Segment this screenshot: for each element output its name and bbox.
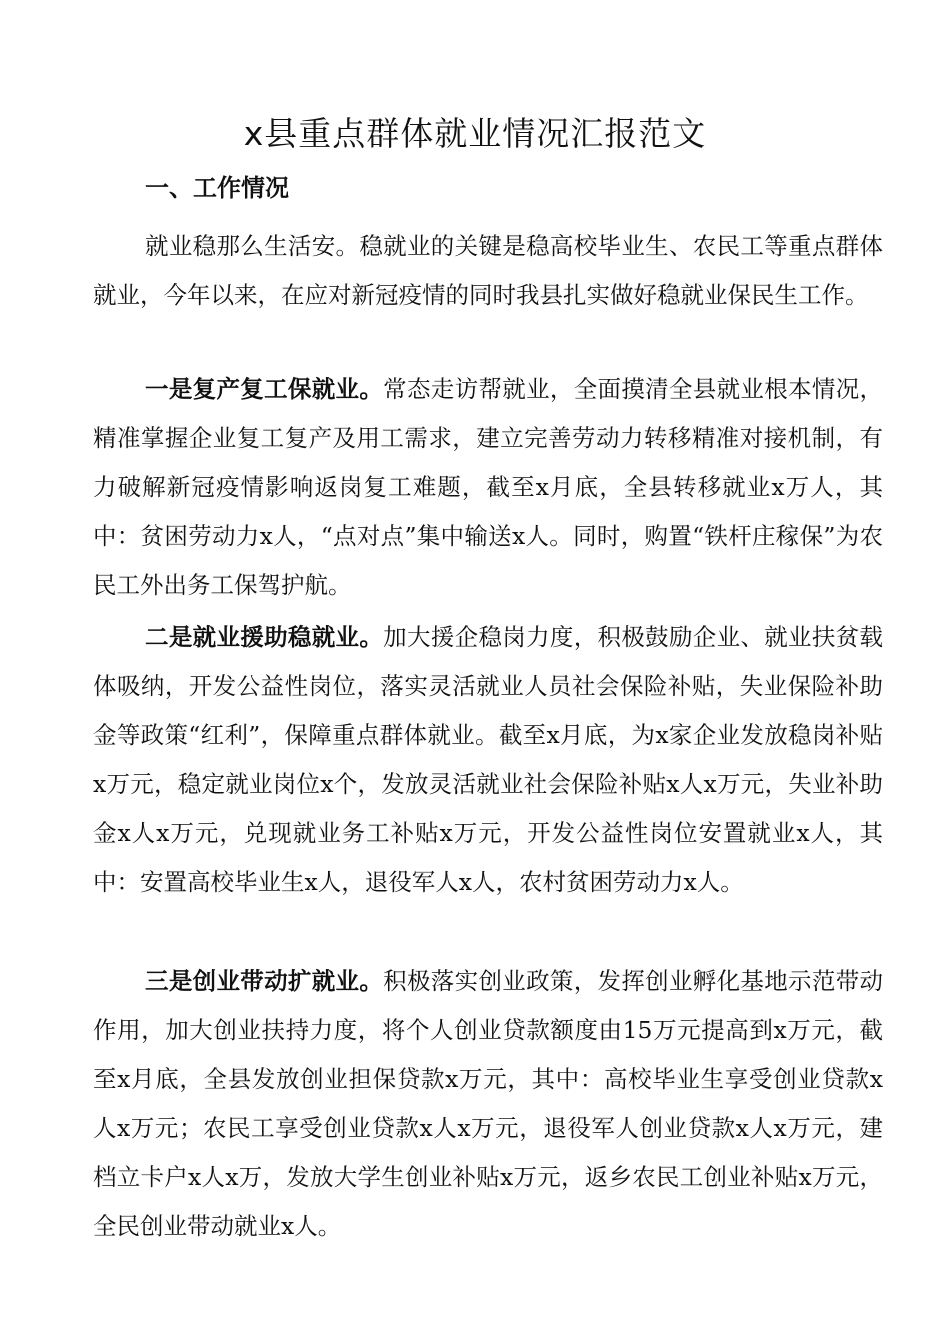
paragraph-lead: 二是就业援助稳就业。 — [145, 623, 384, 651]
section-heading: 一、工作情况 — [145, 174, 289, 202]
paragraph-text: 就业稳那么生活安。稳就业的关键是稳高校毕业生、农民工等重点群体就业，今年以来，在应对新冠疫情的同时我县扎实做好稳就业保民生工作。 — [93, 232, 883, 309]
paragraph-assistance — [93, 613, 883, 907]
paragraph-text: 常态走访帮就业，全面摸清全县就业根本情况，精准掌握企业复工复产及用工需求，建立完善劳动力转移精准对接机制，有力破解新冠疫情影响返岗复工难题，截至x月底，全县转移就业x万人，其中：贫困劳动力x人，“点对点”集中输送x人。同时，购置“铁杆庄稼保”为农民工外出务工保驾护航。 — [93, 375, 884, 599]
paragraph-text: 积极落实创业政策，发挥创业孵化基地示范带动作用，加大创业扶持力度，将个人创业贷款额度由15万元提高到x万元，截至x月底，全县发放创业担保贷款x万元，其中：高校毕业生享受创业贷款x人x万元；农民工享受创业贷款x人x万元，退役军人创业贷款x人x万元，建档立卡户x人x万，发放大学生创业补贴x万元，返乡农民工创业补贴x万元，全民创业带动就业x人。 — [93, 967, 884, 1240]
paragraph-lead: 三是创业带动扩就业。 — [145, 967, 384, 995]
paragraph-lead: 一是复产复工保就业。 — [145, 375, 384, 403]
paragraph-resumption — [93, 365, 883, 610]
paragraph-text: 加大援企稳岗力度，积极鼓励企业、就业扶贫载体吸纳，开发公益性岗位，落实灵活就业人员社会保险补贴，失业保险补助金等政策“红利”，保障重点群体就业。截至x月底，为x家企业发放稳岗补贴x万元，稳定就业岗位x个，发放灵活就业社会保险补贴x人x万元，失业补助金x人x万元，兑现就业务工补贴x万元，开发公益性岗位安置就业x人，其中：安置高校毕业生x人，退役军人x人，农村贫困劳动力x人。 — [93, 623, 884, 896]
paragraph-intro — [93, 222, 883, 320]
paragraph-entrepreneurship — [93, 957, 883, 1251]
document-title: x县重点群体就业情况汇报范文 — [243, 114, 707, 153]
